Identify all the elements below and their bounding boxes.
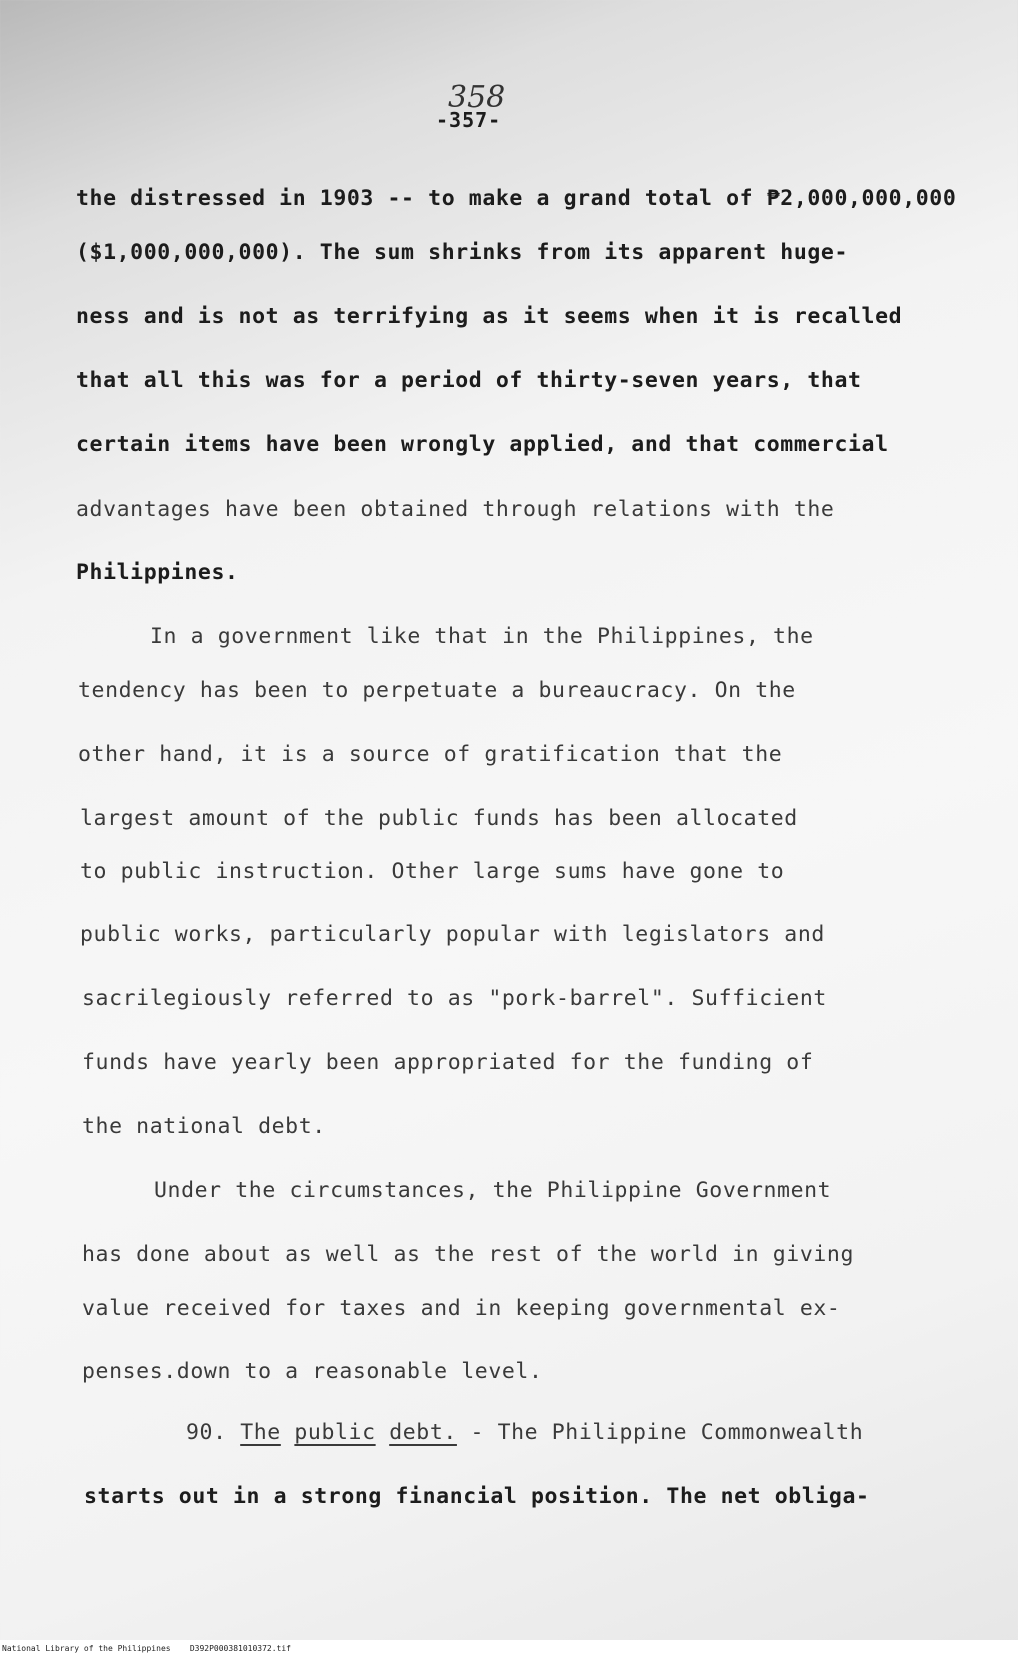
heading-word-the: The [240,1420,281,1445]
text-line-2: ($1,000,000,000). The sum shrinks from its apparent huge- [76,240,849,265]
text-line-12: to public instruction. Other large sums have gone to [80,859,785,884]
text-line-7: Philippines. [76,560,239,585]
text-line-15: funds have yearly been appropriated for the funding of [82,1050,814,1075]
text-line-13: public works, particularly popular with legislators and [80,922,825,947]
text-line-16: the national debt. [82,1114,326,1139]
text-line-11: largest amount of the public funds has been allocated [80,806,798,831]
text-line-18: has done about as well as the rest of the world in giving [82,1242,855,1267]
heading-word-debt: debt. [389,1420,457,1445]
text-line-8: In a government like that in the Philippines, the [150,624,814,649]
text-line-1: the distressed in 1903 -- to make a grand total of ₱2,000,000,000 [76,186,957,211]
text-line-17: Under the circumstances, the Philippine Government [154,1178,832,1203]
text-line-9: tendency has been to perpetuate a bureaucracy. On the [78,678,796,703]
section-heading-line [186,1420,863,1445]
section-number: 90. [186,1420,227,1445]
scan-footer: National Library of the Philippines D392P000381010372.tif [0,1640,1018,1658]
text-line-6: advantages have been obtained through relations with the [76,497,835,522]
heading-word-public: public [294,1420,376,1445]
text-line-19: value received for taxes and in keeping governmental ex- [82,1296,841,1321]
text-line-5: certain items have been wrongly applied, and that commercial [76,432,889,457]
heading-rest: The Philippine Commonwealth [497,1420,864,1445]
text-line-4: that all this was for a period of thirty-seven years, that [76,368,862,393]
handwritten-page-number: 358 [448,80,506,115]
text-line-20: penses.down to a reasonable level. [82,1359,543,1384]
heading-dash: - [470,1420,485,1445]
page-number: -357- [436,108,502,132]
text-line-10: other hand, it is a source of gratification that the [78,742,783,767]
text-line-3: ness and is not as terrifying as it seems when it is recalled [76,304,903,329]
text-line-14: sacrilegiously referred to as "pork-barrel". Sufficient [82,986,827,1011]
text-line-last: starts out in a strong financial position. The net obliga- [84,1484,870,1509]
